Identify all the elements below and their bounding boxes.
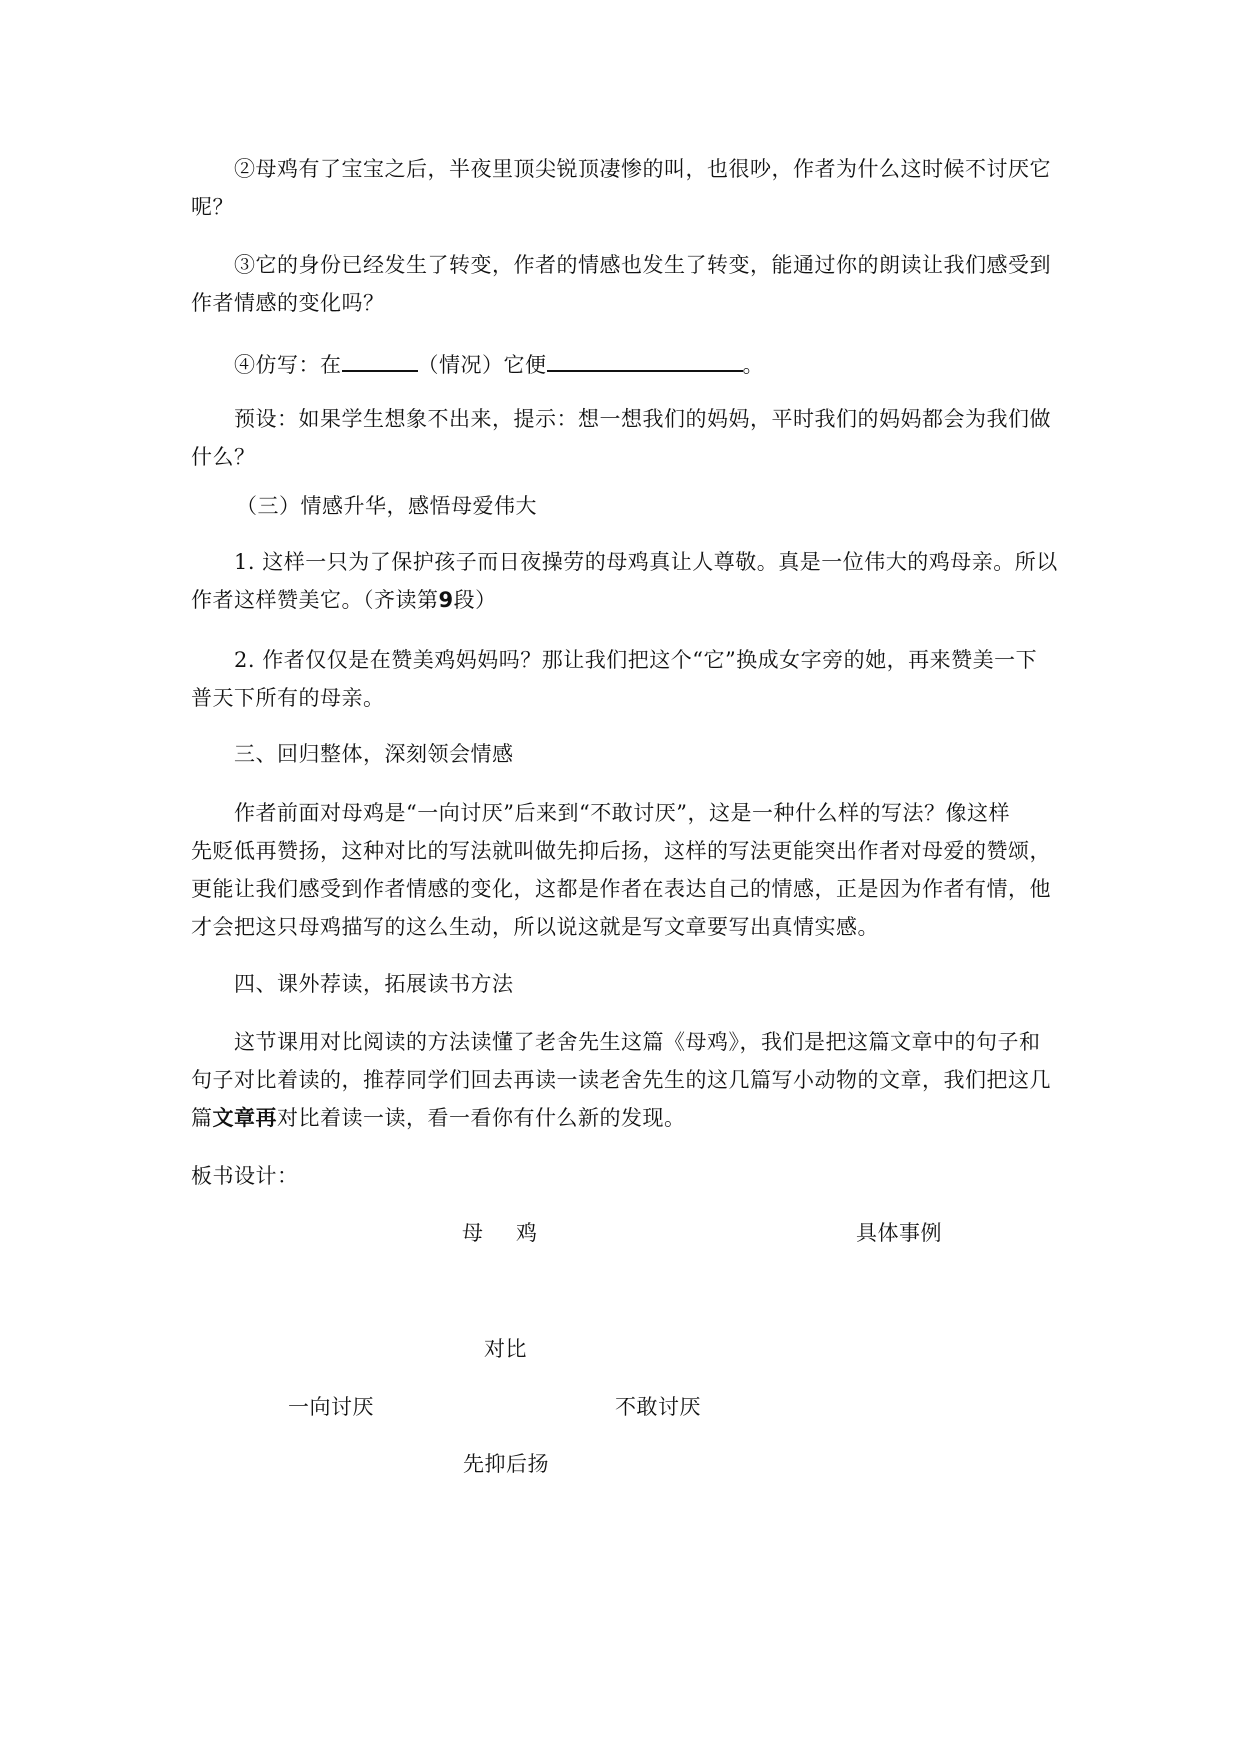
blank-situation (342, 348, 418, 372)
paragraph-line: 作者前面对母鸡是“一向讨厌”后来到“不敢讨厌”，这是一种什么样的写法？像这样 (234, 801, 1010, 825)
board-right: 不敢讨厌 (615, 1395, 701, 1419)
paragraph-line: 句子对比着读的，推荐同学们回去再读一读老舍先生的这几篇写小动物的文章，我们把这几 (191, 1068, 1051, 1092)
text-span: 作者这样赞美它。（齐读第 (191, 588, 439, 612)
paragraph-number: 9 (438, 588, 454, 612)
paragraph-line: 普天下所有的母亲。 (191, 686, 385, 710)
paragraph-line: 更能让我们感受到作者情感的变化，这都是作者在表达自己的情感，正是因为作者有情，他 (191, 877, 1051, 901)
imitation-writing-line (234, 348, 764, 380)
paragraph-line: 这节课用对比阅读的方法读懂了老舍先生这篇《母鸡》，我们是把这篇文章中的句子和 (234, 1030, 1041, 1054)
board-contrast: 对比 (484, 1337, 527, 1361)
paragraph-line (191, 586, 497, 615)
text-span: 篇 (191, 1106, 213, 1130)
imitation-end: 。 (742, 353, 764, 377)
board-design-heading: 板书设计： (191, 1164, 299, 1188)
board-examples: 具体事例 (856, 1221, 942, 1245)
paragraph-line: 2. 作者仅仅是在赞美鸡妈妈吗？那让我们把这个“它”换成女字旁的她，再来赞美一下 (234, 648, 1038, 672)
paragraph-line: 预设：如果学生想象不出来，提示：想一想我们的妈妈，平时我们的妈妈都会为我们做 (234, 407, 1051, 431)
paragraph-line: ②母鸡有了宝宝之后，半夜里顶尖锐顶凄惨的叫，也很吵，作者为什么这时候不讨厌它 (234, 157, 1051, 181)
paragraph-line: 作者情感的变化吗？ (191, 291, 385, 315)
section-heading: 三、回归整体，深刻领会情感 (234, 742, 514, 766)
blank-action (547, 348, 743, 372)
bold-text: 文章再 (212, 1106, 277, 1130)
paragraph-line: 才会把这只母鸡描写的这么生动，所以说这就是写文章要写出真情实感。 (191, 915, 879, 939)
paragraph-line: 1. 这样一只为了保护孩子而日夜操劳的母鸡真让人尊敬。真是一位伟大的鸡母亲。所以 (234, 550, 1058, 574)
imitation-middle: （情况）它便 (417, 353, 547, 377)
section-heading: （三）情感升华，感悟母爱伟大 (236, 494, 537, 518)
paragraph-line (191, 1104, 686, 1133)
text-span: 段） (453, 588, 497, 612)
board-title-char: 鸡 (516, 1221, 538, 1245)
imitation-prefix: ④仿写：在 (234, 353, 342, 377)
paragraph-line: 什么？ (191, 445, 256, 469)
section-heading: 四、课外荐读，拓展读书方法 (234, 972, 514, 996)
paragraph-line: 先贬低再赞扬，这种对比的写法就叫做先抑后扬，这样的写法更能突出作者对母爱的赞颂， (191, 839, 1051, 863)
paragraph-line: 呢？ (191, 195, 234, 219)
board-left: 一向讨厌 (288, 1395, 374, 1419)
board-bottom: 先抑后扬 (463, 1452, 549, 1476)
board-title-char: 母 (462, 1221, 484, 1245)
paragraph-line: ③它的身份已经发生了转变，作者的情感也发生了转变，能通过你的朗读让我们感受到 (234, 253, 1051, 277)
text-span: 对比着读一读，看一看你有什么新的发现。 (277, 1106, 686, 1130)
